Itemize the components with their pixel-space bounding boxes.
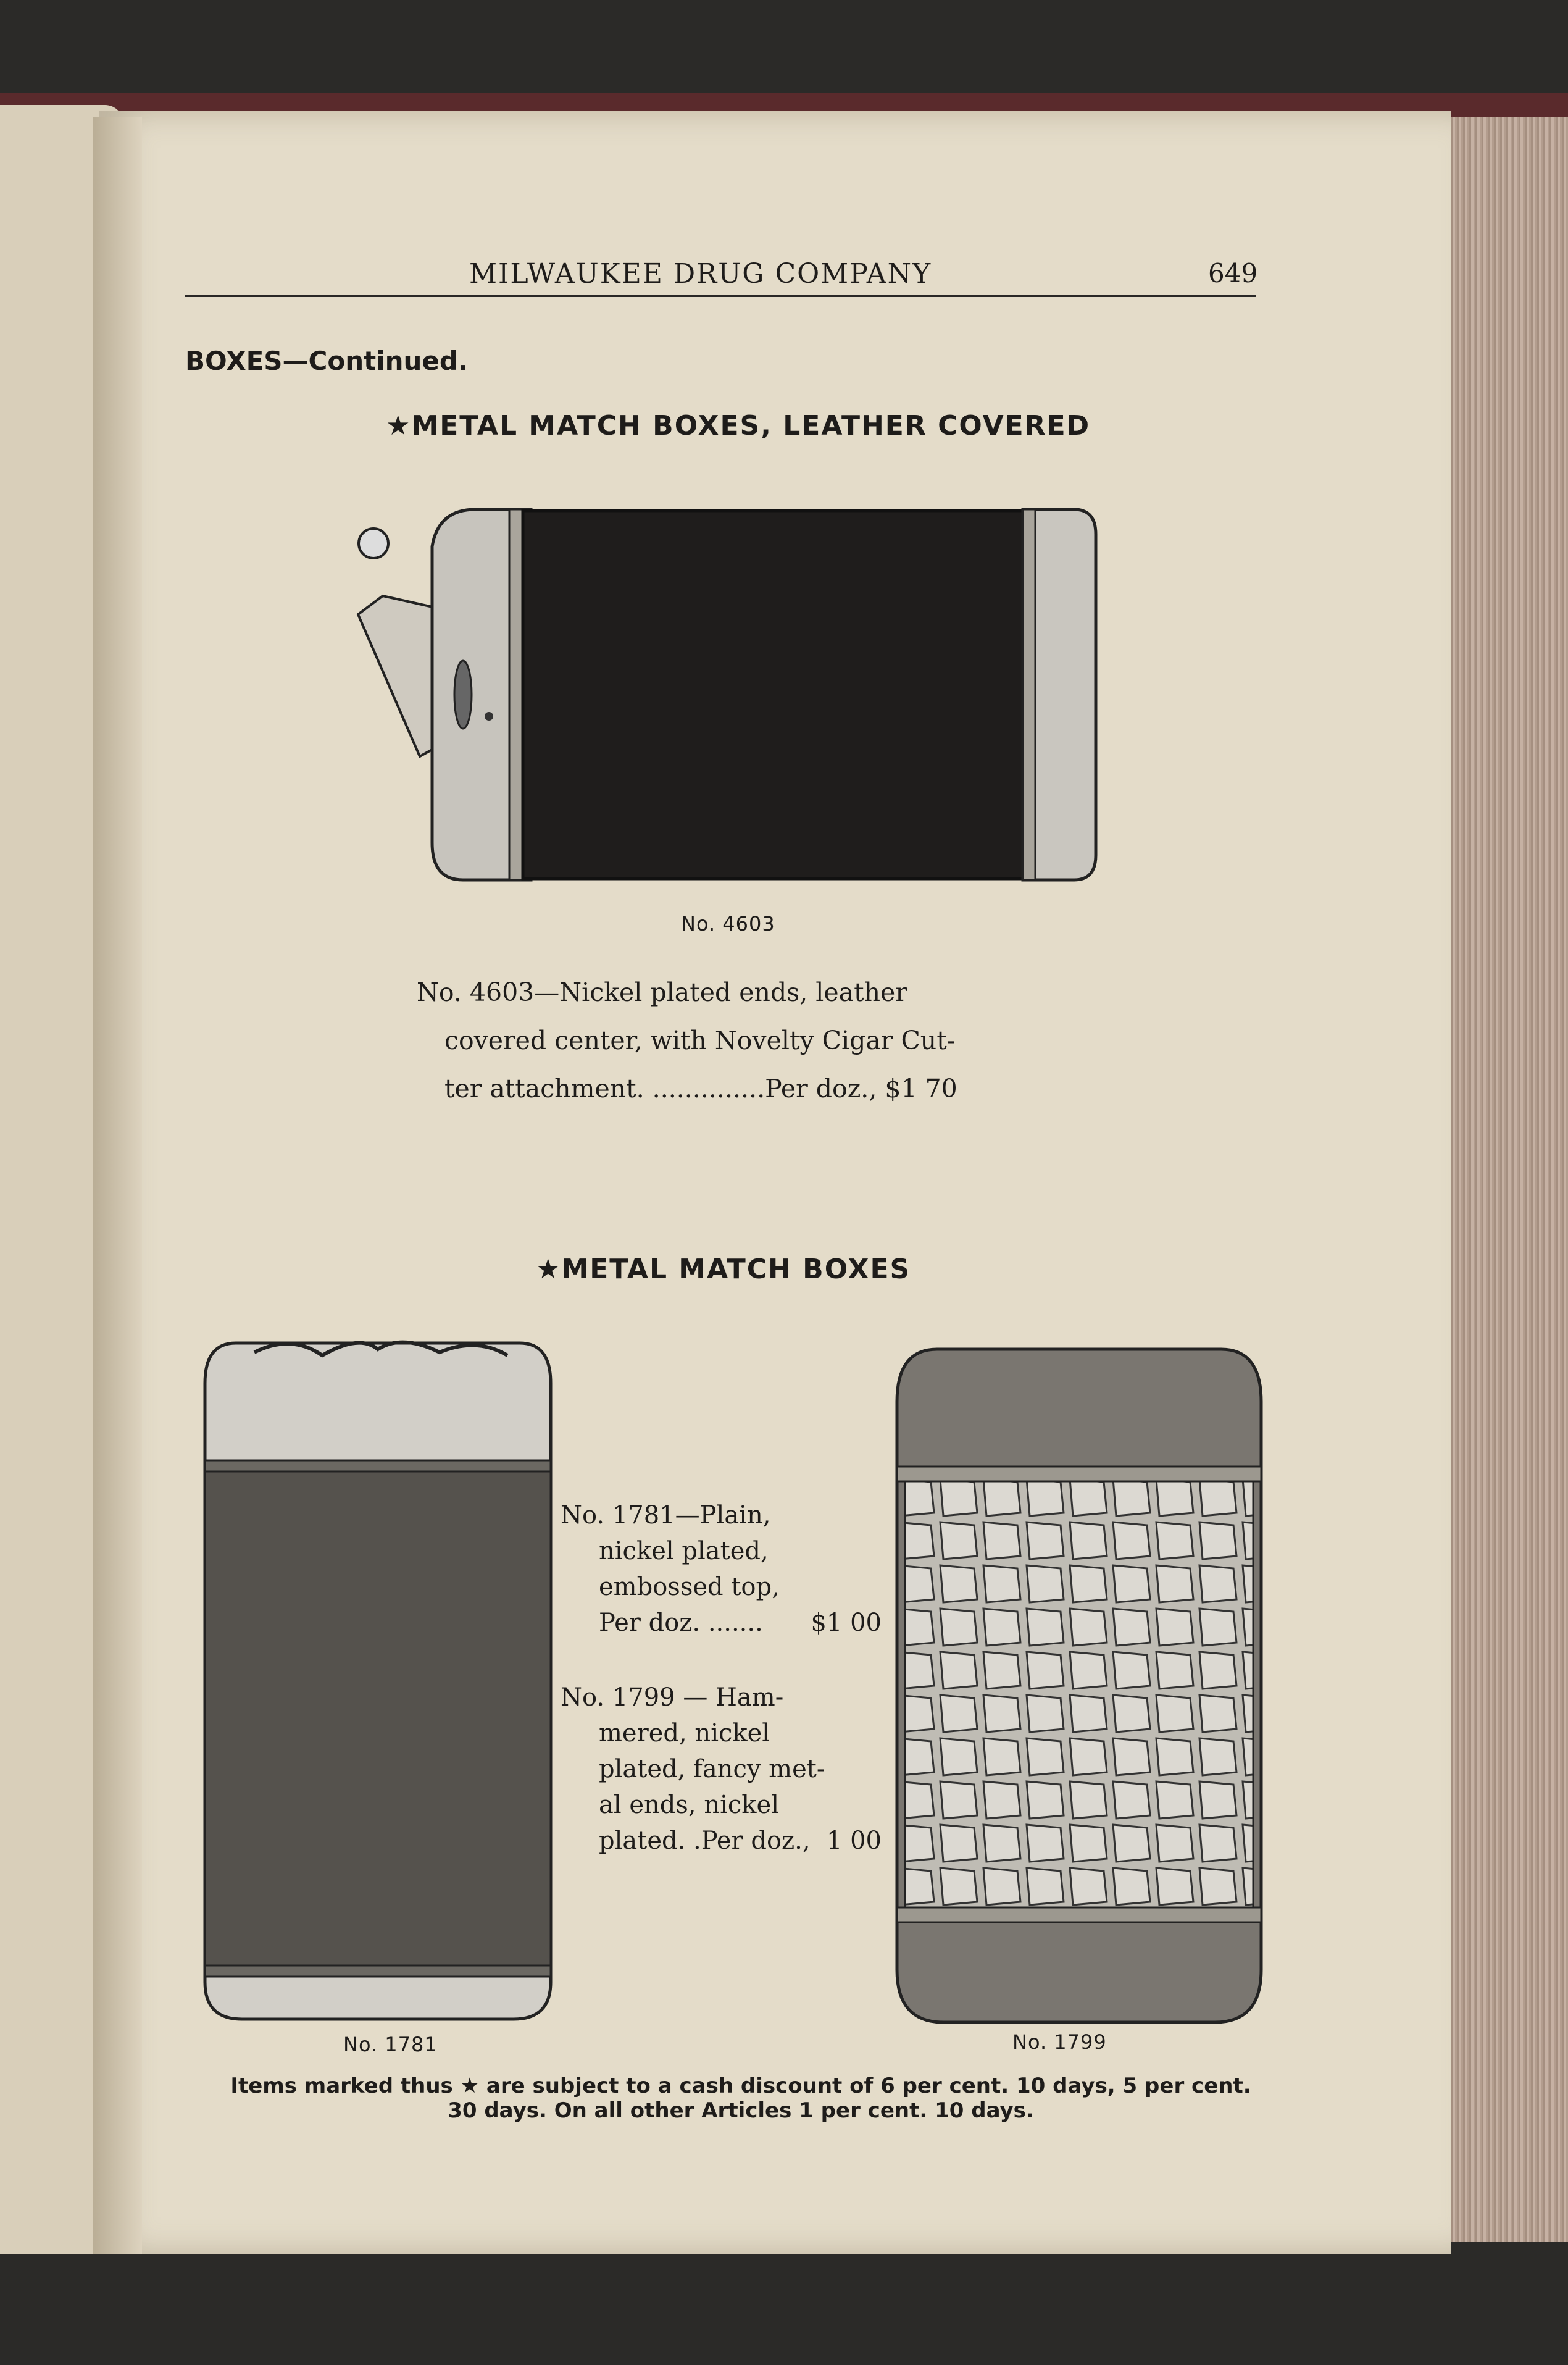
footnote-line: 30 days. On all other Articles 1 per cent. 10 days. <box>448 2098 1034 2123</box>
heading-leather-covered: ★METAL MATCH BOXES, LEATHER COVERED <box>386 410 1091 442</box>
footnote-line: Items marked thus ★ are subject to a cash discount of 6 per cent. 10 days, 5 per cent. <box>230 2074 1251 2098</box>
description-line: covered center, with Novelty Cigar Cut- <box>444 1026 956 1055</box>
page-block-edges <box>1445 117 1568 2242</box>
match-box-1781-illustration <box>199 1340 557 2025</box>
description-line: No. 1799 — Ham- <box>561 1683 784 1712</box>
match-box-1799-illustration <box>894 1346 1264 2025</box>
description-line: No. 1781—Plain, <box>561 1501 771 1530</box>
description-line: No. 4603—Nickel plated ends, leather <box>417 977 907 1007</box>
description-line: mered, nickel <box>599 1719 770 1748</box>
price-label: Per doz. ....... <box>599 1609 763 1637</box>
description-line: ter attachment. ..............Per doz., $1 70 <box>444 1074 957 1103</box>
caption-1799: No. 1799 <box>1012 2030 1107 2054</box>
description-line: embossed top, <box>599 1573 780 1601</box>
description-line: nickel plated, <box>599 1537 769 1565</box>
description-line: plated, fancy met- <box>599 1755 825 1783</box>
description-4603 <box>417 968 1059 1113</box>
description-1799 <box>561 1680 882 1859</box>
discount-footnote <box>185 2074 1296 2123</box>
price-value: 1 00 <box>826 1827 882 1855</box>
section-title: BOXES—Continued. <box>185 346 468 376</box>
price-value: $1 00 <box>811 1609 882 1637</box>
heading-metal-match-boxes: ★METAL MATCH BOXES <box>536 1254 911 1285</box>
price-label: plated. .Per doz., <box>599 1827 811 1855</box>
running-head: MILWAUKEE DRUG COMPANY <box>469 258 932 290</box>
caption-4603: No. 4603 <box>681 912 775 936</box>
page-gutter <box>93 117 142 2254</box>
price-line-1781 <box>561 1605 882 1641</box>
caption-1781: No. 1781 <box>343 2033 438 2056</box>
header-rule <box>185 295 1256 297</box>
price-line-1799 <box>561 1823 882 1859</box>
description-1781 <box>561 1497 882 1641</box>
match-box-4603-illustration <box>346 497 1111 892</box>
page-number: 649 <box>1208 258 1258 288</box>
description-line: al ends, nickel <box>599 1791 780 1819</box>
